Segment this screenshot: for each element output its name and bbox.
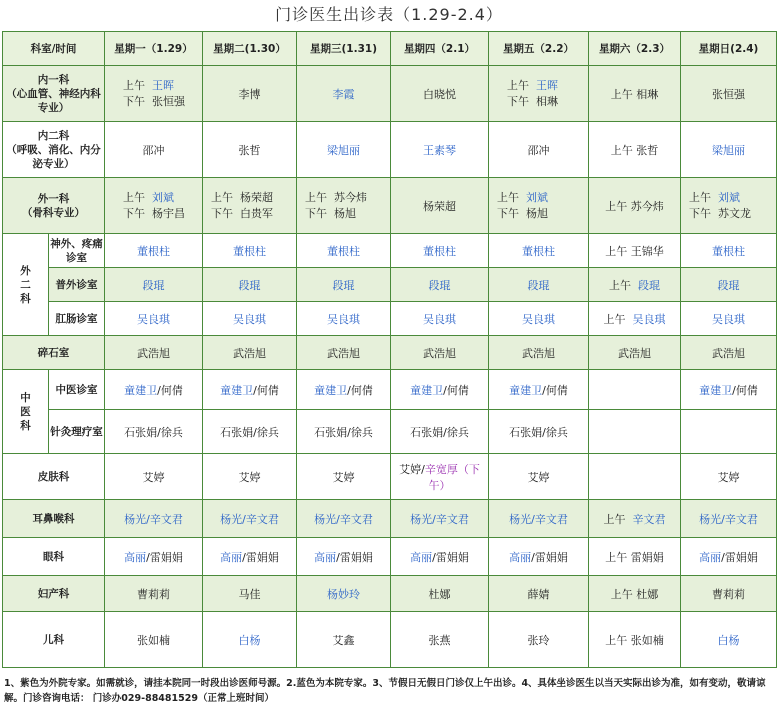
cell: 高丽/雷娟娟 xyxy=(489,538,589,576)
cell: 张哲 xyxy=(203,122,297,178)
cell: 上午 雷娟娟 xyxy=(589,538,681,576)
doctor-name: 高丽 xyxy=(220,550,243,564)
pm-label: 下午 xyxy=(689,206,711,220)
cell: 艾鑫 xyxy=(297,612,391,668)
doctor-name: 段琨 xyxy=(638,278,660,292)
row-yan xyxy=(3,538,777,576)
cell: 杨光/辛文君 xyxy=(489,500,589,538)
cell: 高丽/雷娟娟 xyxy=(297,538,391,576)
am-label: 上午 xyxy=(603,312,626,326)
cell: 杨光/辛文君 xyxy=(681,500,777,538)
dept-nei2: 内二科 （呼吸、消化、内分泌专业） xyxy=(3,122,105,178)
cell xyxy=(203,178,297,234)
cell: 艾婷 xyxy=(681,454,777,500)
cell: 张恒强 xyxy=(681,66,777,122)
cell: 童建卫/何倩 xyxy=(203,370,297,410)
cell xyxy=(589,302,681,336)
footer-notes: 1、紫色为外院专家。如需就诊，请挂本院同一时段出诊医师号源。2.蓝色为本院专家。3、节假日无假日门诊仅上午出诊。4、具体坐诊医生以当天实际出诊为准，如有变动，敬请谅解。门诊咨询电话： 门诊办029-88481529（正常上班时间） xyxy=(4,678,766,704)
pm-label: 下午 xyxy=(507,94,529,108)
cell: 石张娟/徐兵 xyxy=(297,410,391,454)
cell xyxy=(589,410,681,454)
header-thu: 星期四（2.1） xyxy=(391,32,489,66)
cell: 上午 苏今炜 xyxy=(589,178,681,234)
doctor-name: 刘斌 xyxy=(152,190,174,204)
doctor-name: 童建卫 xyxy=(699,383,733,397)
header-fri: 星期五（2.2） xyxy=(489,32,589,66)
pm-label: 下午 xyxy=(123,94,145,108)
row-fuchan xyxy=(3,576,777,612)
pm-label: 下午 xyxy=(123,206,145,220)
am-label: 上午 xyxy=(507,78,529,92)
cell: 童建卫/何倩 xyxy=(489,370,589,410)
doctor-name: 杨宇昌 xyxy=(152,206,185,220)
header-sat: 星期六（2.3） xyxy=(589,32,681,66)
dept-suishi: 碎石室 xyxy=(3,336,105,370)
doctor-name: 高丽 xyxy=(314,550,337,564)
header-row xyxy=(3,32,777,66)
header-wed: 星期三(1.31) xyxy=(297,32,391,66)
cell: 高丽/雷娟娟 xyxy=(203,538,297,576)
cell: 段琨 xyxy=(489,268,589,302)
cell: 董根柱 xyxy=(489,234,589,268)
cell: 杨光/辛文君 xyxy=(297,500,391,538)
cell: 童建卫/何倩 xyxy=(105,370,203,410)
cell: 吴良琪 xyxy=(681,302,777,336)
row-nei2 xyxy=(3,122,777,178)
cell: 上午 杜娜 xyxy=(589,576,681,612)
doctor-name: 杨旭 xyxy=(526,206,548,220)
cell: 高丽/雷娟娟 xyxy=(681,538,777,576)
am-label: 上午 xyxy=(123,78,145,92)
doctor-name: 吴良琪 xyxy=(632,312,666,326)
header-sun: 星期日(2.4) xyxy=(681,32,777,66)
cell: 白晓悦 xyxy=(391,66,489,122)
am-label: 上午 xyxy=(603,512,626,526)
cell xyxy=(681,178,777,234)
cell: 艾婷 xyxy=(297,454,391,500)
cell xyxy=(681,410,777,454)
row-zhongyi xyxy=(3,370,777,410)
cell: 高丽/雷娟娟 xyxy=(105,538,203,576)
cell: 武浩旭 xyxy=(391,336,489,370)
cell: 董根柱 xyxy=(681,234,777,268)
cell: 吴良琪 xyxy=(391,302,489,336)
cell: 武浩旭 xyxy=(105,336,203,370)
pm-label: 下午 xyxy=(211,206,233,220)
cell: 董根柱 xyxy=(297,234,391,268)
cell: 白杨 xyxy=(203,612,297,668)
cell: 石张娟/徐兵 xyxy=(391,410,489,454)
doctor-name: 王晖 xyxy=(536,78,558,92)
dept-erbi: 耳鼻喉科 xyxy=(3,500,105,538)
doctor-name: 杨旭 xyxy=(334,206,356,220)
cell: 童建卫/何倩 xyxy=(297,370,391,410)
doctor-name: 童建卫 xyxy=(220,383,254,397)
cell xyxy=(589,454,681,500)
am-label: 上午 xyxy=(305,190,327,204)
row-pifu xyxy=(3,454,777,500)
cell: 邵冲 xyxy=(105,122,203,178)
cell xyxy=(297,178,391,234)
row-nei1 xyxy=(3,66,777,122)
cell: 张玲 xyxy=(489,612,589,668)
header-tue: 星期二(1.30） xyxy=(203,32,297,66)
am-label: 上午 xyxy=(123,190,145,204)
doctor-name: 高丽 xyxy=(124,550,147,564)
am-label: 上午 xyxy=(689,190,711,204)
cell: 李霞 xyxy=(297,66,391,122)
cell: 杨光/辛文君 xyxy=(203,500,297,538)
doctor-name: 张恒强 xyxy=(152,94,185,108)
cell: 高丽/雷娟娟 xyxy=(391,538,489,576)
cell: 上午 张如楠 xyxy=(589,612,681,668)
doctor-name: 刘斌 xyxy=(718,190,740,204)
cell: 艾婷 xyxy=(203,454,297,500)
dept-wai2: 外 二 科 xyxy=(3,234,49,336)
doctor-name: 童建卫 xyxy=(410,383,444,397)
cell: 石张娟/徐兵 xyxy=(105,410,203,454)
cell: 吴良琪 xyxy=(489,302,589,336)
doctor-name: 杨荣超 xyxy=(240,190,273,204)
row-suishi xyxy=(3,336,777,370)
cell: 董根柱 xyxy=(203,234,297,268)
cell: 杨光/辛文君 xyxy=(391,500,489,538)
doctor-name: 高丽 xyxy=(509,550,532,564)
cell: 董根柱 xyxy=(105,234,203,268)
cell xyxy=(391,454,489,500)
cell xyxy=(105,178,203,234)
cell: 段琨 xyxy=(105,268,203,302)
cell: 武浩旭 xyxy=(297,336,391,370)
row-gangchang xyxy=(3,302,777,336)
cell: 艾婷 xyxy=(105,454,203,500)
row-er xyxy=(3,612,777,668)
row-zhenjiu xyxy=(3,410,777,454)
cell xyxy=(589,268,681,302)
doctor-name: 刘斌 xyxy=(526,190,548,204)
am-label: 上午 xyxy=(497,190,519,204)
header-dept-time: 科室/时间 xyxy=(3,32,105,66)
cell: 杨光/辛文君 xyxy=(105,500,203,538)
cell: 吴良琪 xyxy=(297,302,391,336)
doctor-name: 白贵军 xyxy=(240,206,273,220)
cell: 上午 王锦华 xyxy=(589,234,681,268)
row-erbi xyxy=(3,500,777,538)
cell: 段琨 xyxy=(391,268,489,302)
doctor-name: 艾婷/ xyxy=(399,462,425,476)
pm-label: 下午 xyxy=(497,206,519,220)
cell: 杨荣超 xyxy=(391,178,489,234)
page-title: 门诊医生出诊表（1.29-2.4） xyxy=(275,5,503,24)
cell: 石张娟/徐兵 xyxy=(203,410,297,454)
cell: 薛婧 xyxy=(489,576,589,612)
cell: 张燕 xyxy=(391,612,489,668)
cell xyxy=(589,500,681,538)
cell: 武浩旭 xyxy=(203,336,297,370)
subdept-zhongyi: 中医诊室 xyxy=(49,370,105,410)
doctor-name: 王晖 xyxy=(152,78,174,92)
doctor-name: 高丽 xyxy=(699,550,722,564)
cell: 梁旭丽 xyxy=(681,122,777,178)
cell xyxy=(105,66,203,122)
cell: 武浩旭 xyxy=(589,336,681,370)
doctor-name: 苏文龙 xyxy=(718,206,751,220)
doctor-name: 辛文君 xyxy=(632,512,666,526)
cell: 梁旭丽 xyxy=(297,122,391,178)
cell: 童建卫/何倩 xyxy=(391,370,489,410)
cell: 上午 相琳 xyxy=(589,66,681,122)
cell: 武浩旭 xyxy=(681,336,777,370)
cell: 白杨 xyxy=(681,612,777,668)
doctor-name: 童建卫 xyxy=(314,383,348,397)
doctor-name: 相琳 xyxy=(536,94,558,108)
dept-yan: 眼科 xyxy=(3,538,105,576)
cell: 邵冲 xyxy=(489,122,589,178)
cell: 曹莉莉 xyxy=(105,576,203,612)
cell xyxy=(489,66,589,122)
cell: 曹莉莉 xyxy=(681,576,777,612)
dept-nei1: 内一科 （心血管、神经内科专业） xyxy=(3,66,105,122)
doctor-name: 苏今炜 xyxy=(334,190,367,204)
row-wai1 xyxy=(3,178,777,234)
cell: 吴良琪 xyxy=(203,302,297,336)
cell: 吴良琪 xyxy=(105,302,203,336)
row-shenwai xyxy=(3,234,777,268)
dept-zhongyi: 中 医 科 xyxy=(3,370,49,454)
header-mon: 星期一（1.29） xyxy=(105,32,203,66)
am-label: 上午 xyxy=(609,278,631,292)
dept-pifu: 皮肤科 xyxy=(3,454,105,500)
subdept-zhenjiu: 针灸理疗室 xyxy=(49,410,105,454)
row-puwai xyxy=(3,268,777,302)
cell: 段琨 xyxy=(203,268,297,302)
dept-er: 儿科 xyxy=(3,612,105,668)
doctor-name: 童建卫 xyxy=(509,383,543,397)
doctor-name: 童建卫 xyxy=(124,383,158,397)
external-doctor-name: 辛宽厚（下午） xyxy=(424,462,480,492)
cell: 段琨 xyxy=(681,268,777,302)
cell: 马佳 xyxy=(203,576,297,612)
subdept-shenwai: 神外、疼痛诊室 xyxy=(49,234,105,268)
doctor-name: 高丽 xyxy=(410,550,433,564)
am-label: 上午 xyxy=(211,190,233,204)
cell: 石张娟/徐兵 xyxy=(489,410,589,454)
dept-wai1: 外一科 （骨科专业） xyxy=(3,178,105,234)
cell xyxy=(489,178,589,234)
cell: 杜娜 xyxy=(391,576,489,612)
cell xyxy=(589,370,681,410)
dept-fuchan: 妇产科 xyxy=(3,576,105,612)
schedule-table xyxy=(2,31,777,668)
cell: 董根柱 xyxy=(391,234,489,268)
subdept-puwai: 普外诊室 xyxy=(49,268,105,302)
cell: 武浩旭 xyxy=(489,336,589,370)
cell: 杨妙玲 xyxy=(297,576,391,612)
subdept-gangchang: 肛肠诊室 xyxy=(49,302,105,336)
cell: 童建卫/何倩 xyxy=(681,370,777,410)
cell: 上午 张哲 xyxy=(589,122,681,178)
cell: 艾婷 xyxy=(489,454,589,500)
pm-label: 下午 xyxy=(305,206,327,220)
cell: 段琨 xyxy=(297,268,391,302)
cell: 李博 xyxy=(203,66,297,122)
cell: 王素琴 xyxy=(391,122,489,178)
cell: 张如楠 xyxy=(105,612,203,668)
